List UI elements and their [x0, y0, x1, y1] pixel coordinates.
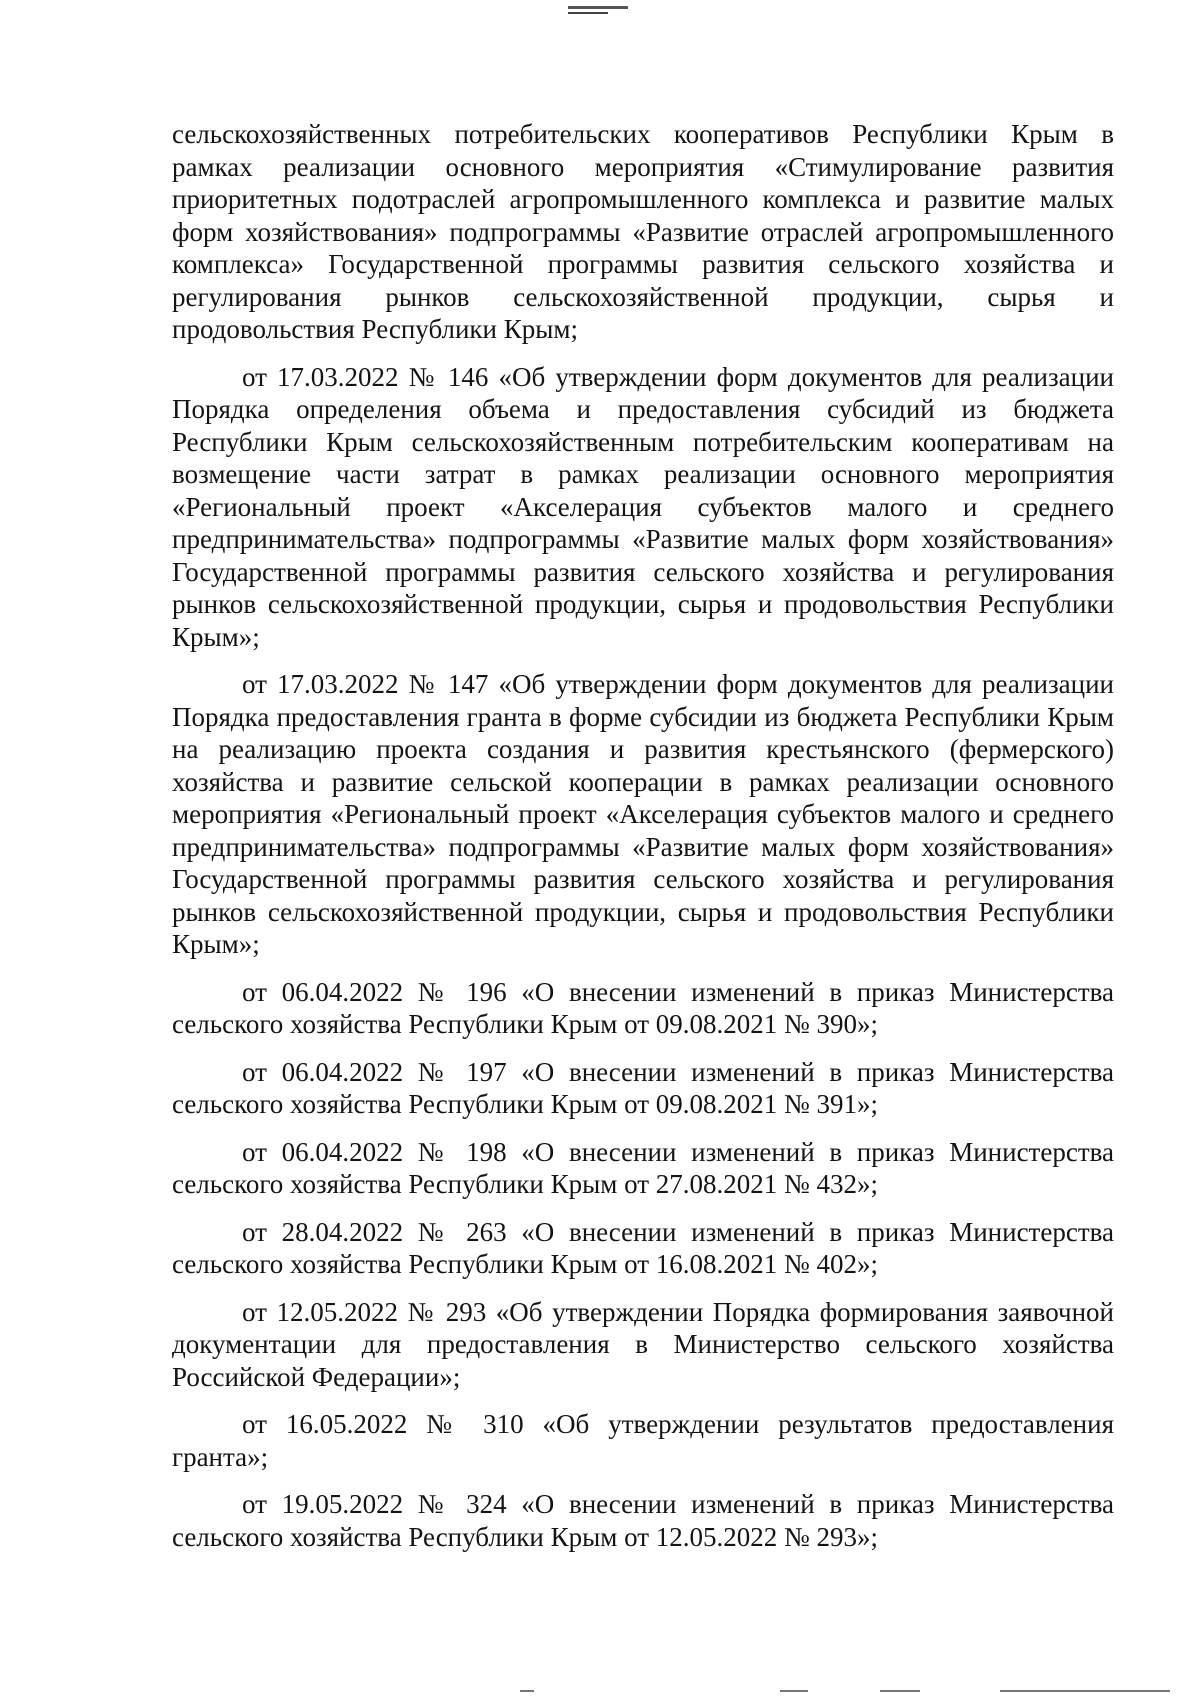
paragraph-order-263: от 28.04.2022 № 263 «О внесении изменений в приказ Министерства сельского хозяйства Республики Крым от 16.08.2021 № 402»;	[172, 1216, 1114, 1279]
document-page	[172, 118, 1114, 1638]
paragraph-order-147: от 17.03.2022 № 147 «Об утверждении форм документов для реализации Порядка предоставления гранта в форме субсидии из бюджета Республики Крым на реализацию проекта создания и развития крестьянского (фермерского) хозяйства и развитие сельской кооперации в рамках реализации основного мероприятия «Региональный проект «Акселерация субъектов малого и среднего предпринимательства» подпрограммы «Развитие малых форм хозяйствования» Государственной программы развития сельского хозяйства и регулирования рынков сельскохозяйственной продукции, сырья и продовольствия Республики Крым»;	[172, 669, 1114, 959]
paragraph-order-198: от 06.04.2022 № 198 «О внесении изменений в приказ Министерства сельского хозяйства Республики Крым от 27.08.2021 № 432»;	[172, 1136, 1114, 1199]
paragraph-order-196: от 06.04.2022 № 196 «О внесении изменений в приказ Министерства сельского хозяйства Республики Крым от 09.08.2021 № 390»;	[172, 976, 1114, 1039]
scan-artifact-bottom	[0, 1690, 1200, 1696]
paragraph-order-324: от 19.05.2022 № 324 «О внесении изменений в приказ Министерства сельского хозяйства Республики Крым от 12.05.2022 № 293»;	[172, 1489, 1114, 1552]
paragraph-order-197: от 06.04.2022 № 197 «О внесении изменений в приказ Министерства сельского хозяйства Республики Крым от 09.08.2021 № 391»;	[172, 1056, 1114, 1119]
paragraph-order-310: от 16.05.2022 № 310 «Об утверждении результатов предоставления гранта»;	[172, 1409, 1114, 1472]
paragraph-continuation: сельскохозяйственных потребительских кооперативов Республики Крым в рамках реализации основного мероприятия «Стимулирование развития приоритетных подотраслей агропромышленного комплекса и развитие малых форм хозяйствования» подпрограммы «Развитие отраслей агропромышленного комплекса» Государственной программы развития сельского хозяйства и регулирования рынков сельскохозяйственной продукции, сырья и продовольствия Республики Крым;	[172, 119, 1114, 344]
paragraph-order-146: от 17.03.2022 № 146 «Об утверждении форм документов для реализации Порядка определения объема и предоставления субсидий из бюджета Республики Крым сельскохозяйственным потребительским кооперативам на возмещение части затрат в рамках реализации основного мероприятия «Региональный проект «Акселерация субъектов малого и среднего предпринимательства» подпрограммы «Развитие малых форм хозяйствования» Государственной программы развития сельского хозяйства и регулирования рынков сельскохозяйственной продукции, сырья и продовольствия Республики Крым»;	[172, 361, 1114, 652]
paragraph-order-293: от 12.05.2022 № 293 «Об утверждении Порядка формирования заявочной документации для предоставления в Министерство сельского хозяйства Российской Федерации»;	[172, 1296, 1114, 1392]
scan-artifact-top	[568, 6, 628, 9]
